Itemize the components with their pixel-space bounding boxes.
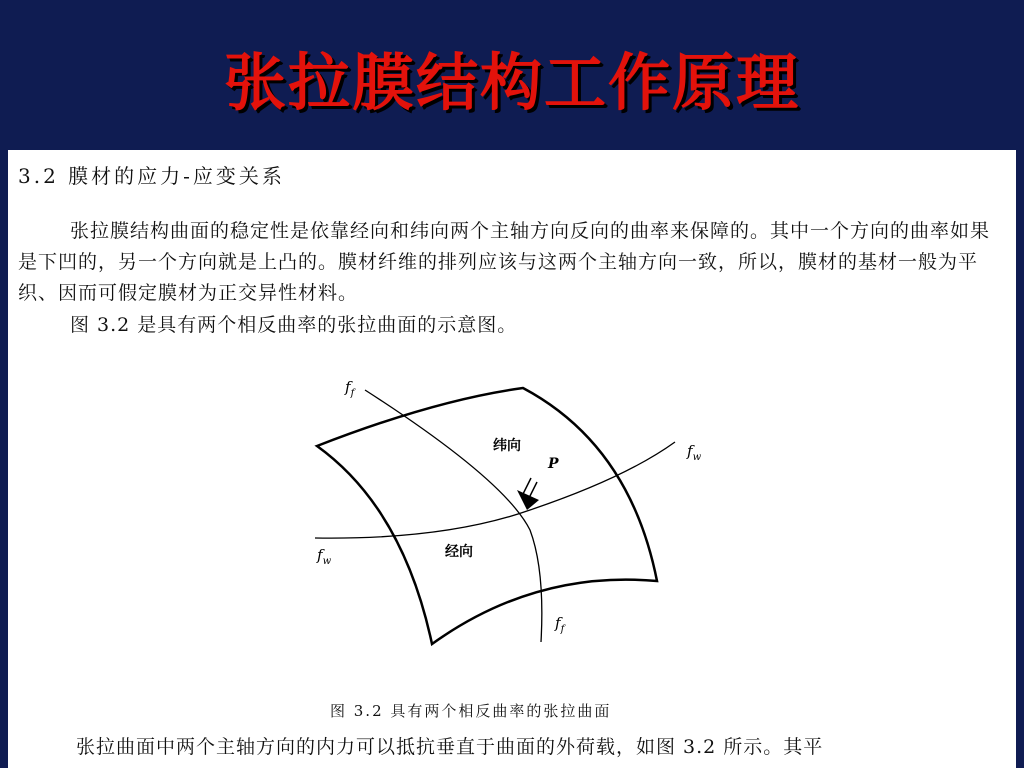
tension-surface-figure (295, 360, 725, 660)
tension-surface-diagram (295, 360, 725, 660)
section-heading: 3.2 膜材的应力-应变关系 (18, 164, 285, 188)
weft-direction-label: 纬向 (493, 438, 521, 454)
load-arrow-p (517, 478, 539, 510)
membrane-outline (317, 388, 657, 644)
paragraph-figure-ref: 图 3.2 是具有两个相反曲率的张拉曲面的示意图。 (70, 314, 518, 336)
left-border-stripe (0, 150, 8, 768)
ff-bottom-label: $f_f$ (555, 614, 565, 635)
paragraph-continuation: 张拉曲面中两个主轴方向的内力可以抵抗垂直于曲面的外荷载，如图 3.2 所示。其平 (76, 736, 824, 758)
warp-direction-label: 经向 (445, 544, 473, 560)
fw-left-label: $f_w$ (317, 546, 332, 567)
slide-title: 张拉膜结构工作原理 (223, 46, 800, 119)
fw-right-label: $f_w$ (687, 442, 702, 463)
figure-caption: 图 3.2 具有两个相反曲率的张拉曲面 (330, 702, 612, 720)
paragraph-intro-text: 张拉膜结构曲面的稳定性是依靠经向和纬向两个主轴方向反向的曲率来保障的。其中一个方向的曲率如果是下凹的，另一个方向就是上凸的。膜材纤维的排列应该与这两个主轴方向一致，所以，膜材的基材一般为平织、因而可假定膜材为正交异性材料。 (18, 220, 991, 304)
ff-top-label: $f_f$ (345, 378, 355, 399)
load-p-label: P (548, 456, 559, 472)
warp-force-line (365, 390, 542, 642)
weft-force-line (315, 442, 675, 538)
right-border-stripe (1016, 150, 1024, 768)
paragraph-intro (18, 216, 998, 309)
